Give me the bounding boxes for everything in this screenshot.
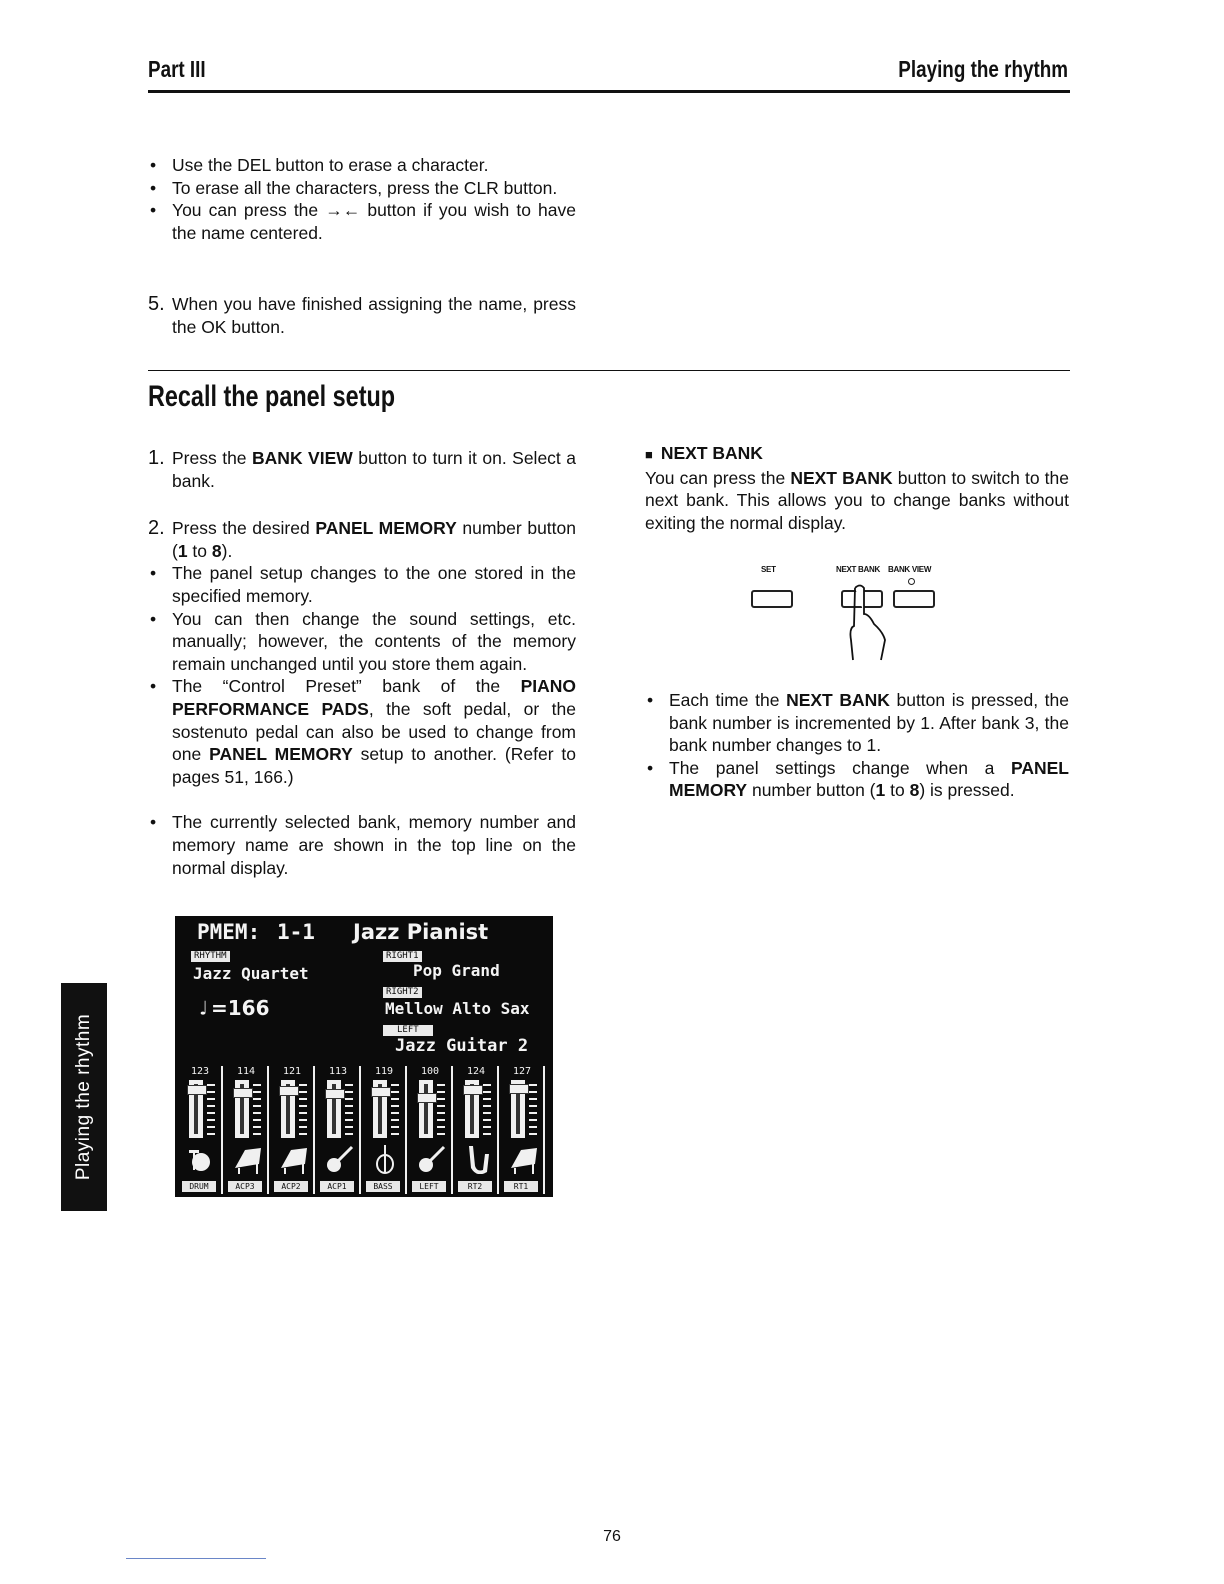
header-section-title: Playing the rhythm [898, 56, 1068, 82]
mixer-fader[interactable] [373, 1080, 387, 1138]
mixer-part-label: ACP2 [274, 1181, 308, 1192]
fader-knob[interactable] [509, 1084, 529, 1094]
step-5 [148, 293, 576, 338]
lcd-pmem-label: PMEM: [197, 920, 261, 944]
lcd-tempo: =166 [211, 996, 270, 1020]
lcd-right1-tag: RIGHT1 [383, 951, 422, 962]
right-column [645, 442, 1069, 534]
text: ). [221, 540, 233, 561]
list-item [645, 689, 1069, 757]
next-bank-heading [645, 442, 1069, 467]
mixer-volume-value: 119 [374, 1066, 394, 1077]
mixer-strip-left [409, 1066, 453, 1194]
list-item: • You can then change the sound settings, etc. manually; however, the contents of the memory remain unchanged until you store them again. [148, 608, 576, 676]
step-number: 1. [148, 447, 165, 469]
fader-knob[interactable] [325, 1089, 345, 1099]
piano-icon [277, 1144, 309, 1174]
header-rule [148, 90, 1070, 93]
panel-memory-term: PANEL MEMORY [315, 518, 457, 539]
mixer-volume-value: 100 [420, 1066, 440, 1077]
text: ) is pressed. [919, 780, 1015, 801]
list-item [148, 675, 576, 788]
text: to [885, 780, 910, 801]
mixer-volume-value: 121 [282, 1066, 302, 1077]
set-label: SET [761, 565, 776, 574]
lcd-right1-name: Pop Grand [413, 961, 500, 980]
drum-kit-icon [185, 1144, 217, 1174]
lcd-right2-name: Mellow Alto Sax [385, 999, 530, 1018]
text: to [187, 540, 212, 561]
lcd-tempo-note-icon: ♩ [197, 996, 210, 1020]
side-chapter-tab [61, 983, 107, 1211]
panel-memory-term: PANEL MEMORY [209, 744, 353, 765]
mixer-volume-value: 124 [466, 1066, 486, 1077]
next-bank-term: NEXT BANK [786, 690, 890, 710]
text: The panel settings change when a [669, 757, 1011, 778]
fader-groove [424, 1084, 428, 1134]
fader-knob[interactable] [371, 1087, 391, 1097]
lcd-right2-tag: RIGHT2 [383, 987, 422, 998]
list-item: • The panel setup changes to the one stored in the specified memory. [148, 562, 576, 607]
next-bank-paragraph [645, 467, 1069, 535]
mixer-volume-value: 114 [236, 1066, 256, 1077]
step-number: 2. [148, 517, 165, 540]
piano-performance-pads-term: PIANO PERFORMANCE PADS [172, 676, 576, 719]
set-button[interactable] [751, 590, 793, 608]
bank-view-led-icon [908, 578, 915, 585]
lcd-left-tag: LEFT [383, 1025, 433, 1036]
section-divider [148, 370, 1070, 371]
fader-scale [207, 1084, 215, 1136]
fader-scale [391, 1084, 399, 1136]
mixer-fader[interactable] [511, 1080, 525, 1138]
piano-icon [231, 1144, 263, 1174]
list-item [645, 757, 1069, 802]
text: Press the [172, 448, 253, 468]
mixer-part-label: BASS [366, 1181, 400, 1192]
mixer-volume-value: 127 [512, 1066, 532, 1077]
list-item: • To erase all the characters, press the CLR button. [148, 177, 576, 200]
mixer-fader[interactable] [281, 1080, 295, 1138]
text: Each time the [669, 690, 787, 710]
saxophone-icon [461, 1144, 493, 1174]
text: 1 [875, 780, 886, 801]
lcd-rhythm-tag: RHYTHM [191, 951, 230, 962]
fader-scale [345, 1084, 353, 1136]
mixer-fader[interactable] [327, 1080, 341, 1138]
panel-memory-term: PANEL MEMORY [669, 757, 1069, 801]
mixer-fader[interactable] [189, 1080, 203, 1138]
text: , the soft pedal, or the sostenuto pedal can also be used to change from one [172, 698, 576, 765]
step-2 [148, 517, 576, 562]
mixer-part-label: LEFT [412, 1181, 446, 1192]
mixer-volume-value: 113 [328, 1066, 348, 1077]
bank-view-term: BANK VIEW [252, 448, 353, 468]
mixer-strip-acp3 [225, 1066, 269, 1194]
mixer-strip-acp2 [271, 1066, 315, 1194]
section-title: Recall the panel setup [148, 380, 396, 413]
piano-icon [507, 1144, 539, 1174]
mixer-part-label: RT2 [458, 1181, 492, 1192]
fader-knob[interactable] [187, 1085, 207, 1095]
header-part: Part III [148, 56, 206, 82]
mixer-strip-acp1 [317, 1066, 361, 1194]
step-number: 5. [148, 293, 165, 315]
mixer-strip-rt1 [501, 1066, 545, 1194]
pressing-finger-icon [841, 584, 901, 664]
mixer-fader[interactable] [235, 1080, 249, 1138]
mixer-volume-value: 123 [190, 1066, 210, 1077]
footer-line [126, 1558, 266, 1559]
mixer-part-label: DRUM [182, 1181, 216, 1192]
guitar-icon [323, 1144, 355, 1174]
fader-scale [299, 1084, 307, 1136]
fader-knob[interactable] [417, 1093, 437, 1103]
mixer-part-label: ACP3 [228, 1181, 262, 1192]
mixer-strip-drum [179, 1066, 223, 1194]
list-item: • You can press the →← button if you wish to have the name centered. [148, 199, 576, 244]
right-bullet-list [645, 689, 1069, 802]
text: button to switch to the next bank. This allows you to change banks without exiting the normal display. [645, 467, 1069, 533]
mixer-part-label: ACP1 [320, 1181, 354, 1192]
step-text: When you have finished assigning the name, press the OK button. [172, 294, 576, 337]
text: 8 [909, 780, 920, 801]
lcd-left-name: Jazz Guitar 2 [395, 1036, 529, 1056]
text: You can press the [645, 467, 791, 488]
guitar-icon [415, 1144, 447, 1174]
fader-knob[interactable] [463, 1085, 483, 1095]
text: 8 [211, 540, 222, 561]
left-column [148, 447, 576, 879]
lcd-memory-number: 1-1 [277, 920, 315, 944]
text: number button ( [172, 518, 576, 561]
side-tab-label: Playing the rhythm [73, 1013, 94, 1181]
intro-bullet-list [148, 154, 576, 244]
upright-bass-icon [369, 1144, 401, 1174]
fader-knob[interactable] [279, 1086, 299, 1096]
next-bank-term: NEXT BANK [790, 467, 893, 488]
text: 1 [177, 540, 188, 561]
next-bank-label: NEXT BANK [836, 565, 880, 574]
mixer-strip-bass [363, 1066, 407, 1194]
mixer-fader[interactable] [419, 1080, 433, 1138]
mixer-strip-rt2 [455, 1066, 499, 1194]
mixer-part-label: RT1 [504, 1181, 538, 1192]
text: button to turn it on. Select a bank. [172, 448, 577, 491]
step-1 [148, 447, 576, 492]
list-item: • The currently selected bank, memory number and memory name are shown in the top line on the normal display. [148, 811, 576, 879]
text: button is pressed, the bank number is incremented by 1. After bank 3, the bank number changes to 1. [669, 690, 1069, 756]
page-number: 76 [603, 1528, 621, 1545]
mixer-fader[interactable] [465, 1080, 479, 1138]
lcd-memory-name: Jazz Pianist [353, 920, 489, 944]
fader-scale [437, 1084, 445, 1136]
heading-text: NEXT BANK [660, 443, 763, 463]
lcd-rhythm-name: Jazz Quartet [193, 964, 309, 983]
square-bullet-icon: ■ [645, 447, 653, 462]
text: Press the desired [172, 518, 316, 539]
list-item: • Use the DEL button to erase a character. [148, 154, 576, 177]
text: setup to another. (Refer to pages 51, 166.) [172, 744, 576, 787]
fader-scale [253, 1084, 261, 1136]
lcd-display [175, 916, 553, 1197]
bank-view-label: BANK VIEW [888, 565, 932, 574]
panel-illustration [745, 560, 945, 670]
fader-scale [483, 1084, 491, 1136]
fader-knob[interactable] [233, 1088, 253, 1098]
text: number button ( [747, 780, 876, 801]
text: The “Control Preset” bank of the [172, 676, 521, 697]
fader-scale [529, 1084, 537, 1136]
